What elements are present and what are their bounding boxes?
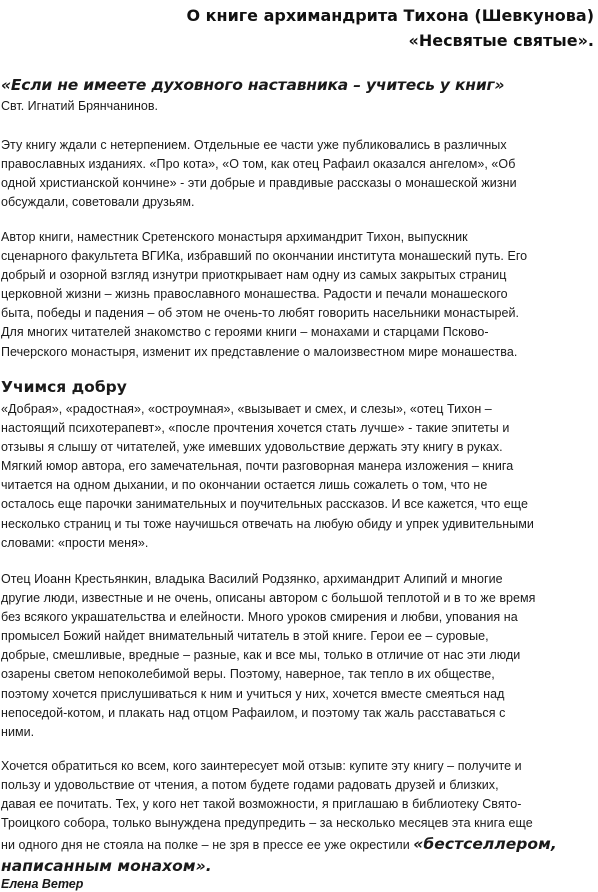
text-line: несколько страниц и ты тоже научишься отвечать на любую обиду и упрек удивительными [1, 516, 534, 531]
epigraph-quote: «Если не имеете духовного наставника – учитесь у книг» [1, 76, 505, 94]
text-line: Автор книги, наместник Сретенского монастыря архимандрит Тихон, выпускник [1, 230, 468, 244]
emphasis-quote: написанным монахом» [1, 857, 206, 876]
paragraph-invitation [1, 757, 597, 877]
paragraph-intro [1, 136, 597, 212]
text-line [1, 833, 597, 855]
text-line: церковной жизни – жизнь православного монашества. Радости и печали монашеского [1, 287, 508, 302]
text-line: обсуждали, советовали друзьям. [1, 195, 195, 210]
text-line: добрый и озорной взгляд изнутри приоткрывает нам одну из самых закрытых страниц [1, 268, 507, 283]
text-line: словами: «прости меня». [1, 535, 149, 550]
text-line: читается на одном дыхании, и по окончании остается лишь сожалеть о том, что не [1, 478, 488, 493]
text-line: настоящий психотерапевт», «после прочтения хочется стать лучше» - такие эпитеты и [1, 421, 510, 436]
text-line: промысел Божий найдет внимательный читатель в этой книге. Герои ее – суровые, [1, 629, 489, 644]
text-line: Троицкого собора, только вынуждена предупредить – за несколько месяцев эта книга еще [1, 816, 533, 831]
text-line: давая ее почитать. Тех, у кого нет такой возможности, я приглашаю в библиотеку Свято- [1, 797, 522, 812]
section-heading: Учимся добру [1, 378, 127, 396]
text-line: сценарного факультета ВГИКа, избравший по окончании института монашеский путь. Его [1, 249, 528, 264]
text-line: одной христианской кончине» - эти добрые и правдивые рассказы о монашеской жизни [1, 176, 517, 191]
text-line: Мягкий юмор автора, его замечательная, почти разговорная манера изложения – книга [1, 459, 514, 474]
text-line: ними. [1, 724, 35, 739]
article-title [34, 3, 594, 53]
text-line: Эту книгу ждали с нетерпением. Отдельные ее части уже публиковались в различных [1, 138, 507, 152]
text-line: православных изданиях. «Про кота», «О том, как отец Рафаил оказался ангелом», «Об [1, 157, 516, 172]
text-line: другие люди, известные и не очень, описаны автором с большой теплотой и в то же время [1, 591, 536, 606]
text-fragment: ни одного дня не стояла на полке – не зря в прессе ее уже окрестили [1, 838, 414, 853]
text-line: добрые, смешливые, вредные – разные, как и все мы, только в отличие от нас эти люди [1, 648, 521, 663]
text-line: отзывы я слышу от читателей, уже имевших удовольствие держать эту книгу в руках. [1, 440, 503, 455]
author-signature: Елена Ветер [1, 877, 84, 891]
title-line-1: О книге архимандрита Тихона (Шевкунова) [186, 6, 594, 25]
text-fragment: . [205, 857, 212, 876]
text-line: без всякого украшательства и елейности. Много уроков смирения и любви, упования на [1, 610, 518, 625]
emphasis-quote: «бестселлером, [413, 835, 557, 854]
text-line: поэтому хочется прислушиваться к ним и учиться у них, хочется вместе смеяться над [1, 686, 505, 701]
title-line-2: «Несвятые святые». [408, 31, 594, 50]
text-line: Для многих читателей знакомство с героями книги – монахами и старцами Псково- [1, 325, 489, 340]
paragraph-reviews [1, 400, 597, 553]
text-line: Хочется обратиться ко всем, кого заинтересует мой отзыв: купите эту книгу – получите и [1, 759, 522, 773]
text-line [1, 855, 597, 877]
text-line: пользу и удовольствие от чтения, а потом будете годами радовать друзей и близких, [1, 778, 499, 793]
text-line: быта, победы и падения – об этом не очень-то любят говорить насельники монастырей. [1, 306, 520, 321]
text-line: Отец Иоанн Крестьянкин, владыка Василий Родзянко, архимандрит Алипий и многие [1, 572, 503, 586]
paragraph-heroes [1, 570, 597, 742]
epigraph-author: Свт. Игнатий Брянчанинов. [1, 99, 158, 113]
text-line: «Добрая», «радостная», «остроумная», «вызывает и смех, и слезы», «отец Тихон – [1, 402, 492, 416]
text-line: осталось еще парочки занимательных и поучительных рассказов. И все кажется, что еще [1, 497, 528, 512]
paragraph-author [1, 228, 597, 362]
text-line: озарены светом непоколебимой веры. Поэтому, наверное, так тепло в их обществе, [1, 667, 495, 682]
text-line: непоседой-котом, и плакать над отцом Рафаилом, и поэтому так жаль расставаться с [1, 705, 506, 720]
text-line: Печерского монастыря, изменит их представление о малоизвестном мире монашества. [1, 344, 518, 359]
